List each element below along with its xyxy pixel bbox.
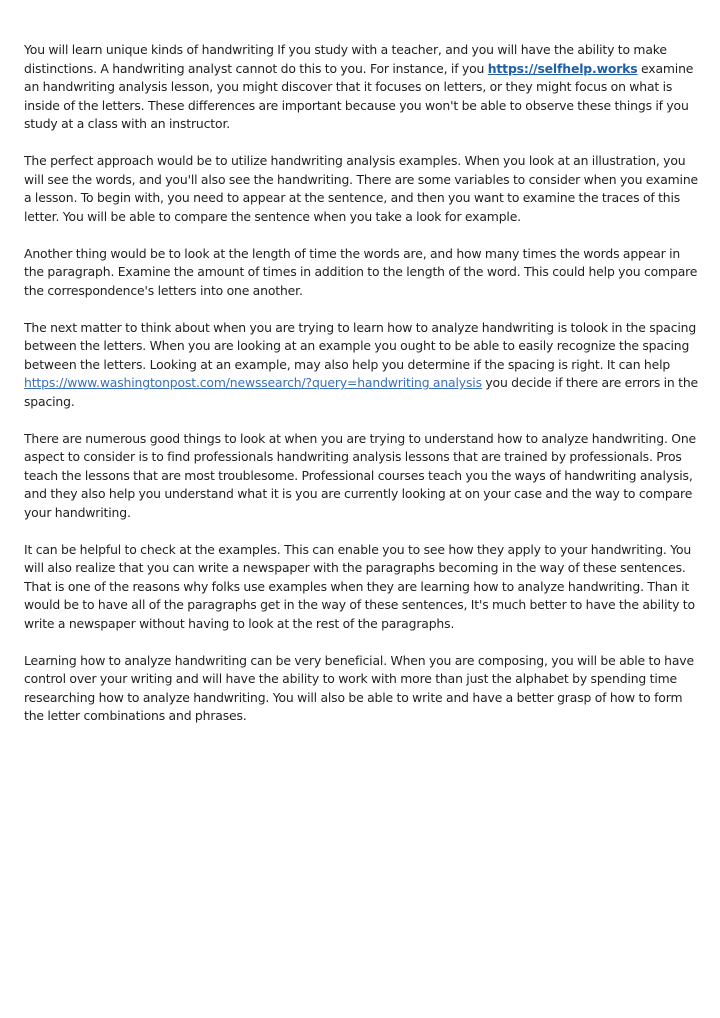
paragraph-4-text-before: The next matter to think about when you are trying to learn how to analyze handwriting is tolook in the spacing between the letters. When you are looking at an example you ought to be able to easily recognize the spacing between the letters. Looking at an example, may also help you determine if the spacing is right. It can help: [24, 319, 697, 372]
paragraph-3: Another thing would be to look at the length of time the words are, and how many times the words appear in the paragraph. Examine the amount of times in addition to the length of the word. This could help you compare the correspondence's letters into one another.: [24, 245, 698, 298]
washingtonpost-link[interactable]: https://www.washingtonpost.com/newssearch/?query=handwriting analysis: [24, 375, 482, 390]
document-body: [24, 41, 700, 744]
paragraph-2: The perfect approach would be to utilize handwriting analysis examples. When you look at an illustration, you will see the words, and you'll also see the handwriting. There are some variables to consider when you examine a lesson. To begin with, you need to appear at the sentence, and then you want to examine the traces of this letter. You will be able to compare the sentence when you take a look for example.: [24, 153, 699, 224]
paragraph-4-text-after: you decide if there are errors in the spacing.: [24, 375, 699, 409]
paragraph-1-text-after: examine an handwriting analysis lesson, you might discover that it focuses on letters, or they might focus on what is inside of the letters. These differences are important because you won't be able to observe these things if you study at a class with an instructor.: [24, 60, 694, 131]
paragraph-5: There are numerous good things to look at when you are trying to understand how to analyze handwriting. One aspect to consider is to find professionals handwriting analysis lessons that are trained by professionals. Pros teach the lessons that are most troublesome. Professional courses teach you the ways of handwriting analysis, and they also help you understand what it is you are currently looking at on your case and the way to compare your handwriting.: [24, 430, 697, 520]
paragraph-1-text-before: You will learn unique kinds of handwriting If you study with a teacher, and you will have the ability to make distinctions. A handwriting analyst cannot do this to you. For instance, if you: [24, 42, 667, 76]
paragraph-6: It can be helpful to check at the examples. This can enable you to see how they apply to your handwriting. You will also realize that you can write a newspaper with the paragraphs becoming in the way of these sentences. That is one of the reasons why folks use examples when they are learning how to analyze handwriting. Than it would be to have all of the paragraphs get in the way of these sentences, It's much better to have the ability to write a newspaper without having to look at the rest of the paragraphs.: [24, 541, 695, 631]
paragraph-7: Learning how to analyze handwriting can be very beneficial. When you are composing, you will be able to have control over your writing and will have the ability to work with more than just the alphabet by spending time researching how to analyze handwriting. You will also be able to write and have a better grasp of how to form the letter combinations and phrases.: [24, 652, 694, 723]
paragraph-1: [24, 41, 700, 134]
selfhelp-link[interactable]: https://selfhelp.works: [487, 60, 638, 76]
paragraph-4: [24, 319, 700, 412]
